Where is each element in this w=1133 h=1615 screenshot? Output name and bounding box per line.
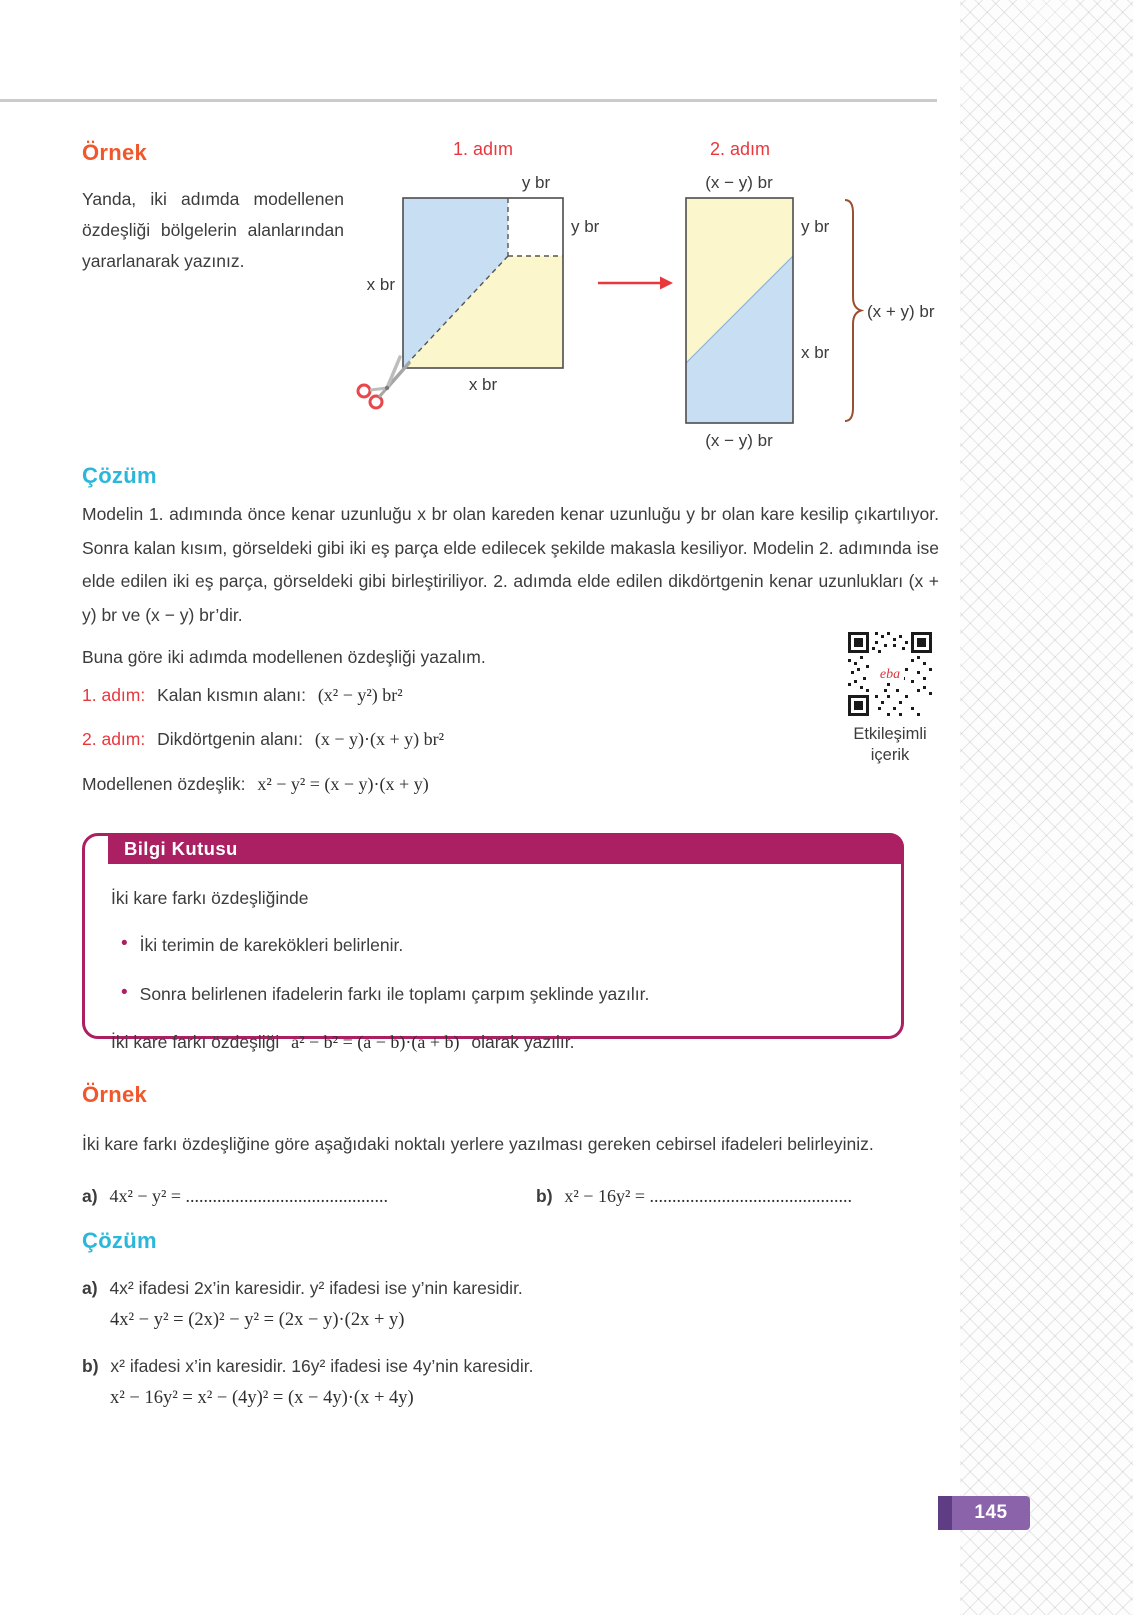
bullet-icon: • — [121, 933, 128, 955]
info-bullet-2-text: Sonra belirlenen ifadelerin farkı ile toplamı çarpım şeklinde yazılır. — [139, 983, 650, 1004]
step-1-text: Kalan kısmın alanı: — [157, 685, 306, 705]
info-footer-formula: a² − b² = (a − b)·(a + b) — [291, 1032, 460, 1053]
square-right-dimension: y br — [571, 217, 600, 236]
example-2-heading: Örnek — [82, 1082, 148, 1107]
step-2-formula: (x − y)·(x + y) br² — [314, 729, 445, 749]
top-divider-line — [0, 99, 937, 102]
solution-b-text: x² ifadesi x’in karesidir. 16y² ifadesi ise 4y’nin karesidir. — [110, 1356, 534, 1376]
example-2-item-a — [82, 1180, 388, 1213]
page-number-badge — [938, 1496, 1030, 1530]
qr-caption-line-2: içerik — [870, 746, 910, 764]
square-bottom-dimension: x br — [468, 375, 498, 394]
example-1-heading: Örnek — [82, 140, 148, 165]
qr-caption-line-1: Etkileşimli — [853, 725, 927, 743]
qr-code-graphic — [847, 631, 933, 717]
scissors-icon — [358, 357, 409, 408]
eba-logo: eba — [879, 667, 901, 682]
step-1-formula: (x² − y²) br² — [317, 685, 403, 705]
qr-code — [847, 631, 933, 717]
identity-formula: x² − y² = (x − y)·(x + y) — [257, 774, 429, 794]
info-box-intro: İki kare farkı özdeşliğinde — [111, 888, 309, 908]
example-1-prompt: Yanda, iki adımda modellenen özdeşliği bölgelerin alanlarından yararlanarak yazınız. — [82, 189, 344, 271]
bullet-icon: • — [121, 981, 128, 1003]
item-b-formula: x² − 16y² = ............................................. — [564, 1186, 853, 1206]
step-1-caption: 1. adım — [452, 139, 514, 159]
solution-1-heading: Çözüm — [82, 463, 157, 488]
solution-a-formula: 4x² − y² = (2x)² − y² = (2x − y)·(2x + y) — [110, 1310, 405, 1330]
page-number: 145 — [952, 1496, 1030, 1530]
step-1-label: 1. adım: — [82, 685, 146, 705]
rectangle-brace-dimension: (x + y) br — [867, 302, 935, 321]
info-footer-suffix: olarak yazılır. — [471, 1032, 575, 1053]
arrow-right-icon — [598, 277, 673, 290]
info-footer-prefix: İki kare farkı özdeşliği — [111, 1032, 280, 1053]
identity-line — [82, 768, 429, 801]
square-top-dimension: y br — [521, 173, 551, 192]
item-a-formula: 4x² − y² = ............................................. — [109, 1186, 389, 1206]
step-1-figure — [358, 173, 600, 408]
info-box-body — [85, 836, 901, 1059]
solution-a-label: a) — [82, 1278, 98, 1298]
solution-2-heading: Çözüm — [82, 1228, 157, 1253]
step-2-label: 2. adım: — [82, 729, 146, 749]
qr-caption — [824, 724, 956, 766]
example-2-item-b — [536, 1180, 852, 1213]
page-badge-tab — [938, 1496, 952, 1530]
solution-a-text: 4x² ifadesi 2x’in karesidir. y² ifadesi ise y’nin karesidir. — [109, 1278, 523, 1298]
solution-step-1-line — [82, 679, 403, 712]
info-bullet-2 — [111, 978, 871, 1010]
info-box-footer — [111, 1026, 871, 1059]
identity-label: Modellenen özdeşlik: — [82, 774, 246, 794]
item-b-label: b) — [536, 1186, 553, 1206]
solution-b-label: b) — [82, 1356, 99, 1376]
rectangle-right-bottom-dimension: x br — [801, 343, 830, 362]
step-2-caption: 2. adım — [709, 139, 771, 159]
info-box — [82, 833, 904, 1053]
solution-2-item-a-line — [82, 1272, 530, 1304]
step-2-figure — [686, 173, 935, 450]
brace-icon — [845, 200, 861, 421]
info-bullet-1-text: İki terimin de karekökleri belirlenir. — [139, 935, 404, 956]
solution-1-paragraph: Modelin 1. adımında önce kenar uzunluğu x br olan kareden kenar uzunluğu y br olan kare kesilip çıkartılıyor. Sonra kalan kısım, görseldeki gibi iki eş parça elde edilecek şekilde makasla kesiliyor. Modelin 2. adımında ise elde edilen iki eş parça, görseldeki gibi birleştiriliyor. 2. adımda elde edilen dikdörtgenin kenar uzunlukları (x + y) br ve (x − y) br’dir. — [82, 504, 939, 625]
square-left-dimension: x br — [366, 275, 395, 294]
solution-b-formula: x² − 16y² = x² − (4y)² = (x − 4y)·(x + 4y) — [110, 1388, 414, 1408]
rectangle-top-dimension: (x − y) br — [705, 173, 773, 192]
two-step-model-diagram — [340, 122, 960, 462]
example-2-prompt: İki kare farkı özdeşliğine göre aşağıdaki noktalı yerlere yazılması gereken cebirsel ifadeleri belirleyiniz. — [82, 1134, 874, 1154]
solution-step-2-line — [82, 723, 444, 756]
info-box-header: Bilgi Kutusu — [108, 833, 904, 864]
info-bullet-1 — [111, 929, 871, 961]
decorative-crosshatch-border — [960, 0, 1133, 1615]
item-a-label: a) — [82, 1186, 98, 1206]
rectangle-bottom-dimension: (x − y) br — [705, 431, 773, 450]
solution-2-item-b-line — [82, 1350, 541, 1382]
solution-1-lead: Buna göre iki adımda modellenen özdeşliği yazalım. — [82, 647, 486, 667]
step-2-text: Dikdörtgenin alanı: — [157, 729, 304, 749]
rectangle-right-top-dimension: y br — [801, 217, 830, 236]
